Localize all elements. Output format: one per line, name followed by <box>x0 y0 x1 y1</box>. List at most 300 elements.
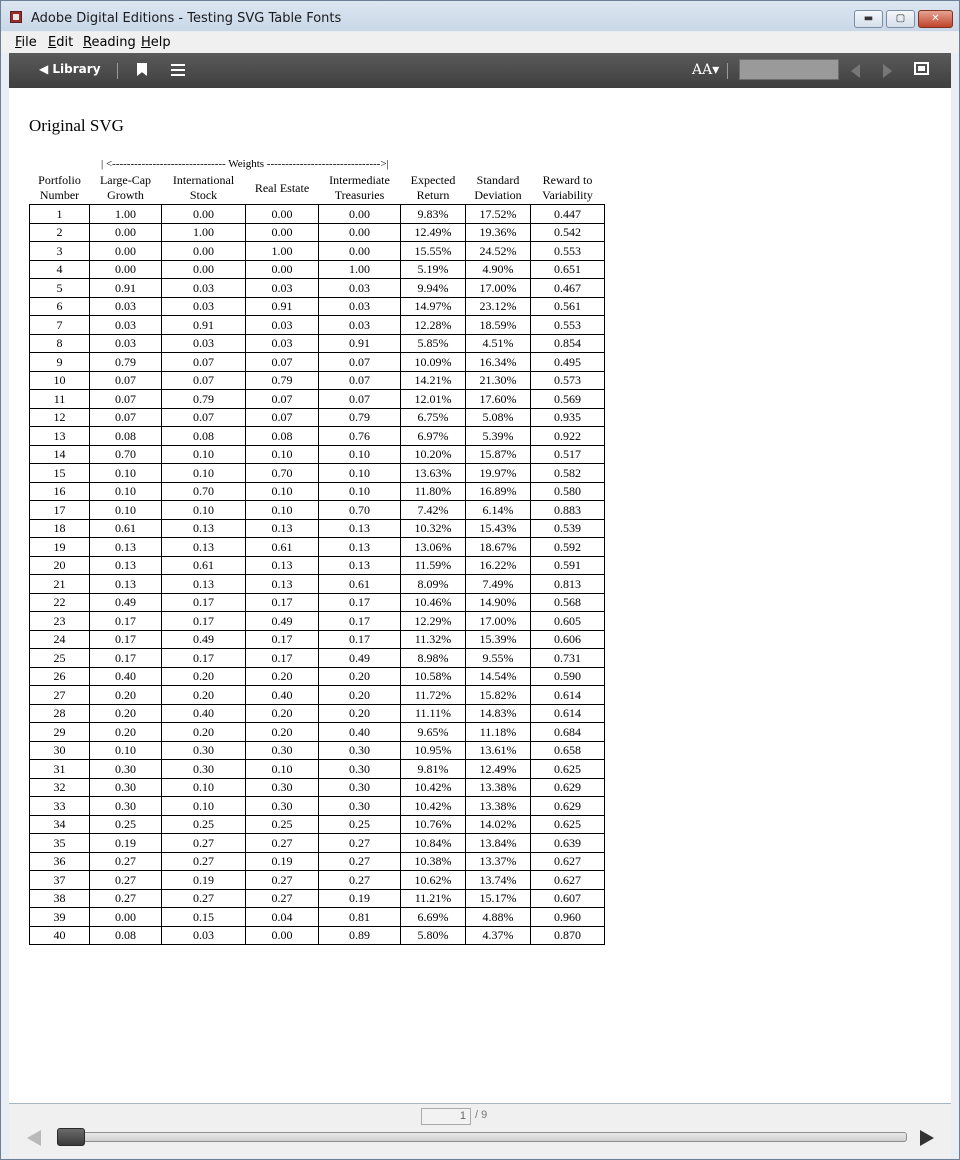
table-row <box>30 464 605 483</box>
table-cell: 0.61 <box>90 519 162 538</box>
table-cell: 0.00 <box>319 205 401 224</box>
table-cell: 0.30 <box>90 778 162 797</box>
table-row <box>30 297 605 316</box>
table-cell: 0.10 <box>246 501 319 520</box>
table-cell: 0.542 <box>531 223 605 242</box>
table-row <box>30 334 605 353</box>
table-cell: 0.30 <box>162 741 246 760</box>
table-cell: 0.07 <box>246 408 319 427</box>
table-cell: 0.19 <box>246 852 319 871</box>
table-cell: 10.09% <box>401 353 466 372</box>
table-row <box>30 445 605 464</box>
table-cell: 0.17 <box>162 593 246 612</box>
table-cell: 0.10 <box>162 501 246 520</box>
table-cell: 0.592 <box>531 538 605 557</box>
table-of-contents-icon[interactable] <box>171 64 185 76</box>
table-cell: 13.38% <box>466 778 531 797</box>
table-cell: 4.88% <box>466 908 531 927</box>
table-cell: 0.19 <box>319 889 401 908</box>
table-cell: 0.07 <box>90 371 162 390</box>
table-cell: 0.20 <box>319 667 401 686</box>
table-cell: 0.20 <box>90 686 162 705</box>
table-cell: 11 <box>30 390 90 409</box>
table-cell: 0.20 <box>162 686 246 705</box>
table-cell: 21.30% <box>466 371 531 390</box>
table-header-row <box>30 172 605 205</box>
table-cell: 38 <box>30 889 90 908</box>
table-cell: 0.08 <box>246 427 319 446</box>
table-cell: 0.07 <box>90 390 162 409</box>
table-cell: 0.49 <box>246 612 319 631</box>
menu-help[interactable] <box>141 35 171 50</box>
table-cell: 0.13 <box>246 556 319 575</box>
table-cell: 6.14% <box>466 501 531 520</box>
table-cell: 13.38% <box>466 797 531 816</box>
table-cell: 0.17 <box>90 630 162 649</box>
header-portfolio-number <box>30 172 90 205</box>
table-cell: 0.20 <box>246 667 319 686</box>
table-cell: 0.15 <box>162 908 246 927</box>
header-line-2: Treasuries <box>334 188 385 202</box>
portfolio-table <box>29 172 605 945</box>
table-cell: 0.40 <box>246 686 319 705</box>
table-cell: 5.39% <box>466 427 531 446</box>
table-cell: 10.95% <box>401 741 466 760</box>
table-cell: 0.61 <box>162 556 246 575</box>
table-row <box>30 686 605 705</box>
table-cell: 17.52% <box>466 205 531 224</box>
reading-pane <box>9 88 951 1104</box>
table-cell: 0.03 <box>90 334 162 353</box>
table-cell: 0.40 <box>319 723 401 742</box>
table-cell: 0.79 <box>162 390 246 409</box>
header-line-2: Growth <box>107 188 144 202</box>
table-cell: 20 <box>30 556 90 575</box>
table-cell: 0.13 <box>162 519 246 538</box>
table-cell: 0.00 <box>162 260 246 279</box>
table-cell: 34 <box>30 815 90 834</box>
table-cell: 0.27 <box>246 889 319 908</box>
table-cell: 0.17 <box>319 630 401 649</box>
table-row <box>30 797 605 816</box>
table-cell: 0.935 <box>531 408 605 427</box>
table-row <box>30 815 605 834</box>
table-cell: 18 <box>30 519 90 538</box>
menu-bar <box>1 32 959 53</box>
table-cell: 0.07 <box>246 390 319 409</box>
table-row <box>30 649 605 668</box>
toolbar-divider <box>727 63 728 79</box>
table-cell: 15.82% <box>466 686 531 705</box>
table-cell: 0.19 <box>90 834 162 853</box>
table-cell: 0.17 <box>246 593 319 612</box>
header-line-1: Portfolio <box>38 173 81 187</box>
table-row <box>30 778 605 797</box>
table-cell: 0.08 <box>162 427 246 446</box>
table-cell: 0.20 <box>162 667 246 686</box>
table-cell: 0.25 <box>162 815 246 834</box>
table-cell: 6.97% <box>401 427 466 446</box>
table-cell: 0.00 <box>90 223 162 242</box>
table-row <box>30 889 605 908</box>
header-line-1: Large-Cap <box>99 173 152 187</box>
table-cell: 0.813 <box>531 575 605 594</box>
table-cell: 0.30 <box>246 778 319 797</box>
menu-reading-mnemonic: R <box>83 35 92 50</box>
table-cell: 10.32% <box>401 519 466 538</box>
table-cell: 0.07 <box>90 408 162 427</box>
menu-file-mnemonic: F <box>15 35 22 50</box>
table-cell: 0.10 <box>162 797 246 816</box>
table-cell: 13.06% <box>401 538 466 557</box>
table-cell: 15.55% <box>401 242 466 261</box>
next-page-arrow-icon[interactable] <box>920 1130 934 1146</box>
table-cell: 8 <box>30 334 90 353</box>
bottom-navigation <box>9 1104 951 1158</box>
table-row <box>30 482 605 501</box>
table-cell: 0.76 <box>319 427 401 446</box>
table-cell: 9.55% <box>466 649 531 668</box>
table-cell: 6.75% <box>401 408 466 427</box>
table-cell: 14.83% <box>466 704 531 723</box>
table-row <box>30 723 605 742</box>
minimize-button[interactable]: ▬ <box>854 10 883 28</box>
table-cell: 0.13 <box>90 575 162 594</box>
table-cell: 13.84% <box>466 834 531 853</box>
table-cell: 23.12% <box>466 297 531 316</box>
table-cell: 1.00 <box>319 260 401 279</box>
table-cell: 15.17% <box>466 889 531 908</box>
table-cell: 0.10 <box>90 464 162 483</box>
table-cell: 11.11% <box>401 704 466 723</box>
table-cell: 0.03 <box>162 334 246 353</box>
table-cell: 0.30 <box>246 741 319 760</box>
header-line-1: Expected <box>410 173 456 187</box>
table-cell: 0.870 <box>531 926 605 945</box>
menu-help-mnemonic: H <box>141 35 151 50</box>
table-cell: 17.00% <box>466 279 531 298</box>
table-cell: 24.52% <box>466 242 531 261</box>
table-cell: 15 <box>30 464 90 483</box>
table-cell: 16 <box>30 482 90 501</box>
table-cell: 0.00 <box>162 205 246 224</box>
table-cell: 12.28% <box>401 316 466 335</box>
table-cell: 9.83% <box>401 205 466 224</box>
table-cell: 11.59% <box>401 556 466 575</box>
table-cell: 8.09% <box>401 575 466 594</box>
table-cell: 10.20% <box>401 445 466 464</box>
table-cell: 17.60% <box>466 390 531 409</box>
table-cell: 4 <box>30 260 90 279</box>
table-cell: 0.03 <box>246 334 319 353</box>
table-cell: 33 <box>30 797 90 816</box>
table-cell: 0.684 <box>531 723 605 742</box>
table-cell: 0.61 <box>319 575 401 594</box>
table-cell: 0.10 <box>319 445 401 464</box>
search-input[interactable] <box>739 59 839 80</box>
table-cell: 0.30 <box>162 760 246 779</box>
table-cell: 14.90% <box>466 593 531 612</box>
table-cell: 0.614 <box>531 704 605 723</box>
table-cell: 10.42% <box>401 797 466 816</box>
table-cell: 0.27 <box>246 871 319 890</box>
header-line-1: International <box>172 173 235 187</box>
table-cell: 0.17 <box>90 612 162 631</box>
table-cell: 0.25 <box>319 815 401 834</box>
table-cell: 13.37% <box>466 852 531 871</box>
reader-toolbar <box>9 53 951 88</box>
table-row <box>30 205 605 224</box>
header-reward-to-variability <box>531 172 605 205</box>
table-row <box>30 871 605 890</box>
table-cell: 0.19 <box>162 871 246 890</box>
next-page-icon[interactable] <box>883 64 892 78</box>
page-slider-track[interactable] <box>57 1132 907 1142</box>
table-cell: 0.605 <box>531 612 605 631</box>
maximize-button[interactable]: ▢ <box>886 10 915 28</box>
table-cell: 12.49% <box>401 223 466 242</box>
table-cell: 15.39% <box>466 630 531 649</box>
table-row <box>30 741 605 760</box>
table-cell: 25 <box>30 649 90 668</box>
table-cell: 13.61% <box>466 741 531 760</box>
fullscreen-icon[interactable] <box>914 62 929 75</box>
table-cell: 0.10 <box>90 482 162 501</box>
table-cell: 12.29% <box>401 612 466 631</box>
table-cell: 0.00 <box>90 242 162 261</box>
table-row <box>30 556 605 575</box>
close-button[interactable]: ✕ <box>918 10 953 28</box>
table-row <box>30 926 605 945</box>
table-row <box>30 242 605 261</box>
page-number-input[interactable]: 1 <box>421 1108 471 1125</box>
table-cell: 0.922 <box>531 427 605 446</box>
table-cell: 9 <box>30 353 90 372</box>
table-cell: 0.27 <box>90 852 162 871</box>
table-cell: 0.590 <box>531 667 605 686</box>
table-cell: 0.79 <box>319 408 401 427</box>
header-intermediate-treasuries <box>319 172 401 205</box>
table-cell: 0.20 <box>319 704 401 723</box>
header-expected-return <box>401 172 466 205</box>
table-cell: 0.04 <box>246 908 319 927</box>
table-cell: 0.17 <box>246 630 319 649</box>
table-cell: 9.81% <box>401 760 466 779</box>
table-cell: 0.30 <box>319 778 401 797</box>
table-cell: 0.40 <box>162 704 246 723</box>
table-cell: 14.21% <box>401 371 466 390</box>
table-cell: 0.07 <box>319 353 401 372</box>
table-cell: 37 <box>30 871 90 890</box>
table-cell: 4.37% <box>466 926 531 945</box>
table-cell: 0.627 <box>531 871 605 890</box>
table-cell: 12 <box>30 408 90 427</box>
table-cell: 5 <box>30 279 90 298</box>
table-cell: 0.629 <box>531 778 605 797</box>
table-row <box>30 612 605 631</box>
table-cell: 0.10 <box>246 482 319 501</box>
table-cell: 4.90% <box>466 260 531 279</box>
table-cell: 3 <box>30 242 90 261</box>
table-cell: 15.87% <box>466 445 531 464</box>
table-cell: 16.34% <box>466 353 531 372</box>
table-cell: 0.606 <box>531 630 605 649</box>
table-cell: 12.49% <box>466 760 531 779</box>
table-cell: 19.97% <box>466 464 531 483</box>
table-cell: 0.627 <box>531 852 605 871</box>
header-line-2: Return <box>416 188 450 202</box>
table-cell: 0.03 <box>90 316 162 335</box>
header-real-estate <box>246 172 319 205</box>
table-cell: 0.25 <box>246 815 319 834</box>
header-line-1: Real Estate <box>254 180 310 195</box>
table-cell: 0.03 <box>319 316 401 335</box>
table-cell: 0.13 <box>90 556 162 575</box>
page-total-label: / 9 <box>475 1109 488 1121</box>
table-cell: 0.07 <box>319 390 401 409</box>
header-large-cap-growth <box>90 172 162 205</box>
table-row <box>30 353 605 372</box>
table-cell: 0.13 <box>319 519 401 538</box>
table-row <box>30 593 605 612</box>
table-cell: 0.61 <box>246 538 319 557</box>
table-row <box>30 575 605 594</box>
table-cell: 0.568 <box>531 593 605 612</box>
table-cell: 0.27 <box>90 889 162 908</box>
table-cell: 11.72% <box>401 686 466 705</box>
table-cell: 0.580 <box>531 482 605 501</box>
table-row <box>30 519 605 538</box>
table-cell: 0.79 <box>246 371 319 390</box>
table-cell: 0.00 <box>90 908 162 927</box>
table-cell: 2 <box>30 223 90 242</box>
table-cell: 0.447 <box>531 205 605 224</box>
table-cell: 12.01% <box>401 390 466 409</box>
table-cell: 0.639 <box>531 834 605 853</box>
table-cell: 17 <box>30 501 90 520</box>
table-body <box>30 205 605 945</box>
app-icon <box>10 11 22 23</box>
table-cell: 0.13 <box>319 538 401 557</box>
table-cell: 22 <box>30 593 90 612</box>
table-cell: 17.00% <box>466 612 531 631</box>
table-cell: 0.13 <box>162 575 246 594</box>
table-row <box>30 667 605 686</box>
table-row <box>30 538 605 557</box>
table-cell: 0.539 <box>531 519 605 538</box>
table-cell: 0.49 <box>319 649 401 668</box>
table-cell: 26 <box>30 667 90 686</box>
toolbar-divider <box>117 63 118 79</box>
table-cell: 0.20 <box>90 723 162 742</box>
table-cell: 0.13 <box>246 575 319 594</box>
table-cell: 0.03 <box>90 297 162 316</box>
table-cell: 29 <box>30 723 90 742</box>
table-row <box>30 223 605 242</box>
table-cell: 0.17 <box>319 593 401 612</box>
table-cell: 0.10 <box>162 464 246 483</box>
table-cell: 0.607 <box>531 889 605 908</box>
table-cell: 0.960 <box>531 908 605 927</box>
menu-edit-label: dit <box>56 35 74 50</box>
table-cell: 0.00 <box>162 242 246 261</box>
table-cell: 0.07 <box>162 371 246 390</box>
table-cell: 23 <box>30 612 90 631</box>
previous-page-icon[interactable] <box>851 64 860 78</box>
library-button[interactable]: ◀ Library <box>39 62 101 76</box>
header-line-1: Intermediate <box>329 173 390 187</box>
table-cell: 0.20 <box>246 723 319 742</box>
table-row <box>30 908 605 927</box>
menu-reading[interactable] <box>83 35 136 50</box>
page-slider-thumb[interactable] <box>57 1128 85 1146</box>
table-cell: 0.03 <box>246 316 319 335</box>
title-bar <box>1 1 959 31</box>
table-cell: 13 <box>30 427 90 446</box>
table-cell: 0.10 <box>90 501 162 520</box>
table-cell: 0.89 <box>319 926 401 945</box>
table-cell: 0.07 <box>162 353 246 372</box>
table-cell: 0.591 <box>531 556 605 575</box>
table-cell: 0.17 <box>162 649 246 668</box>
header-international-stock <box>162 172 246 205</box>
header-line-1: Standard <box>476 173 520 187</box>
table-cell: 1.00 <box>162 223 246 242</box>
table-cell: 13.63% <box>401 464 466 483</box>
menu-reading-label: eading <box>91 35 136 50</box>
previous-page-arrow-icon[interactable] <box>27 1130 41 1146</box>
table-cell: 10.62% <box>401 871 466 890</box>
table-cell: 0.03 <box>319 279 401 298</box>
table-cell: 10 <box>30 371 90 390</box>
table-cell: 10.76% <box>401 815 466 834</box>
font-size-button[interactable]: AA▾ <box>692 62 720 78</box>
table-cell: 0.79 <box>90 353 162 372</box>
table-cell: 0.70 <box>246 464 319 483</box>
table-cell: 0.658 <box>531 741 605 760</box>
table-cell: 14 <box>30 445 90 464</box>
menu-edit-mnemonic: E <box>48 35 57 50</box>
table-cell: 15.43% <box>466 519 531 538</box>
table-cell: 0.91 <box>319 334 401 353</box>
table-cell: 0.10 <box>162 445 246 464</box>
menu-edit[interactable] <box>48 35 73 50</box>
table-row <box>30 501 605 520</box>
table-cell: 21 <box>30 575 90 594</box>
table-cell: 39 <box>30 908 90 927</box>
table-cell: 0.49 <box>162 630 246 649</box>
table-cell: 11.32% <box>401 630 466 649</box>
table-cell: 0.00 <box>246 223 319 242</box>
table-cell: 0.30 <box>90 797 162 816</box>
menu-file[interactable] <box>15 35 37 50</box>
header-standard-deviation <box>466 172 531 205</box>
header-line-1: Reward to <box>542 173 593 187</box>
table-row <box>30 408 605 427</box>
table-row <box>30 279 605 298</box>
table-cell: 0.40 <box>90 667 162 686</box>
table-cell: 0.883 <box>531 501 605 520</box>
bookmark-icon[interactable] <box>137 63 147 76</box>
table-cell: 0.03 <box>162 297 246 316</box>
table-cell: 0.13 <box>90 538 162 557</box>
table-cell: 0.10 <box>162 778 246 797</box>
table-cell: 0.03 <box>162 279 246 298</box>
table-row <box>30 316 605 335</box>
table-cell: 35 <box>30 834 90 853</box>
table-row <box>30 704 605 723</box>
table-cell: 0.20 <box>319 686 401 705</box>
